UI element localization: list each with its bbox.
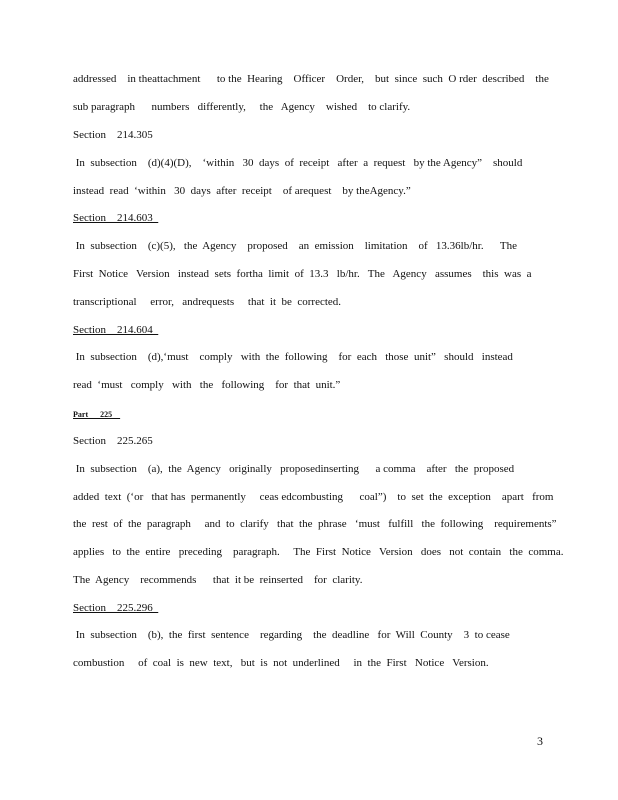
body-text-line: added text (‘or that has permanently ceas edcombusting coal”) to set the exception apart from — [73, 491, 554, 503]
part-heading: Part 225 — [73, 410, 121, 419]
body-text-line: read ‘must comply with the following for that unit.” — [73, 379, 341, 391]
body-text-line: In subsection (c)(5), the Agency proposed an emission limitation of 13.36lb/hr. The — [73, 240, 518, 252]
page-number: 3 — [537, 734, 543, 748]
section-heading: Section 225.265 — [73, 435, 153, 447]
body-text-line: First Notice Version instead sets fortha limit of 13.3 lb/hr. The Agency assumes this was a — [73, 268, 532, 280]
body-text-line: transcriptional error, andrequests that it be corrected. — [73, 296, 342, 308]
body-text-line: In subsection (d),‘must comply with the following for each those unit” should instead — [73, 351, 513, 363]
body-text-line: In subsection (a), the Agency originally proposedinserting a comma after the proposed — [73, 463, 515, 475]
body-text-line: addressed in theattachment to the Hearing Officer Order, but since such O rder described the — [73, 73, 549, 85]
body-text-line: applies to the entire preceding paragraph. The First Notice Version does not contain the comma. — [73, 546, 564, 558]
body-text-line: In subsection (d)(4)(D), ‘within 30 days of receipt after a request by the Agency” should — [73, 157, 523, 169]
body-text-line: combustion of coal is new text, but is not underlined in the First Notice Version. — [73, 657, 489, 669]
body-text-line: In subsection (b), the first sentence regarding the deadline for Will County 3 to cease — [73, 629, 510, 641]
section-heading: Section 214.604 — [73, 324, 159, 336]
section-heading: Section 214.603 — [73, 212, 159, 224]
section-heading: Section 225.296 — [73, 602, 159, 614]
section-heading: Section 214.305 — [73, 129, 153, 141]
body-text-line: instead read ‘within 30 days after receipt of arequest by theAgency.” — [73, 185, 411, 197]
body-text-line: The Agency recommends that it be reinserted for clarity. — [73, 574, 363, 586]
body-text-line: the rest of the paragraph and to clarify that the phrase ‘must fulfill the following requirements” — [73, 518, 557, 530]
body-text-line: sub paragraph numbers differently, the Agency wished to clarify. — [73, 101, 411, 113]
